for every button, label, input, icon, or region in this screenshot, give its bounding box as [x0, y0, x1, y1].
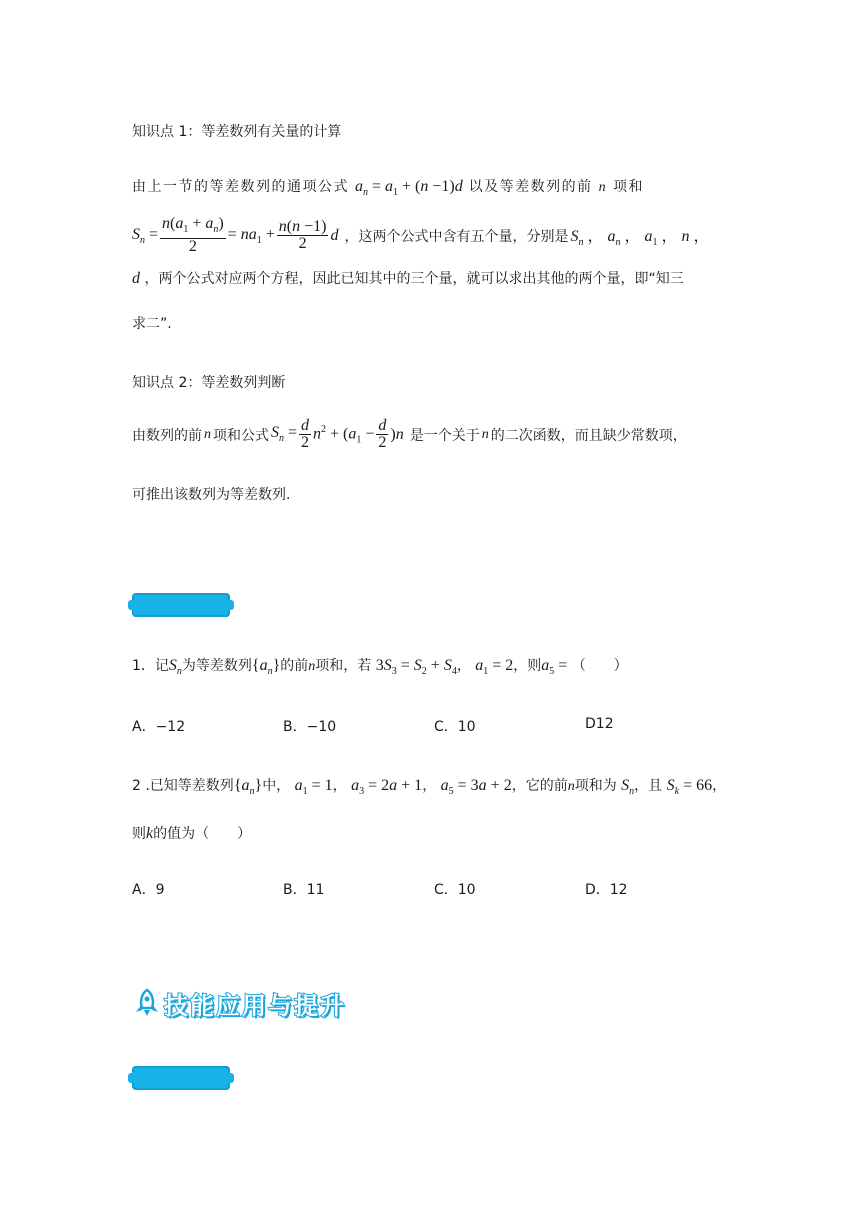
- rocket-icon: [130, 988, 164, 1018]
- question-2-stem-line2: 则k的值为（ ）: [132, 825, 252, 842]
- kp2-line1: 由数列的前 n 项和公式 $S_n$ = $\frac{d}{2}$ $n^2 + (a_1$ − $\frac{d}{2}$ )n 是一个关于 n 的二次函数，而且缺少常数项，: [132, 417, 687, 451]
- kp2-fraction-1: $\frac{d}{2}$: [301, 417, 310, 451]
- section-tag: [132, 1066, 230, 1090]
- question-1-option-b[interactable]: B．−10: [283, 719, 337, 735]
- kp1-line3: d ，两个公式对应两个方程，因此已知其中的三个量，就可以求出其他的两个量，即“知三: [132, 270, 684, 287]
- question-2-stem: 2 .已知等差数列$\{a_n\}$中， $a_1 = 1$， $a_3 = 2a + 1$， $a_5 = 3a + 2$，它的前n项和为 $S_n$，且 $S_k = 66$，: [132, 777, 727, 798]
- question-2-option-d[interactable]: D．12: [585, 882, 628, 898]
- kp2-fraction-2: $\frac{d}{2}$: [378, 417, 387, 451]
- kp1-title: 知识点 1：等差数列有关量的计算: [132, 124, 342, 140]
- question-1-option-c[interactable]: C．10: [434, 719, 476, 735]
- kp1-line1: 由上一节的等差数列的通项公式 $a_n = a_1 + (n -1)d$ 以及等差数列的前 n 项和: [132, 178, 645, 199]
- question-1-option-a[interactable]: A．−12: [132, 719, 186, 735]
- kp1-line4: 求二”.: [132, 316, 172, 332]
- question-2-option-a[interactable]: A．9: [132, 882, 165, 898]
- kp2-line2: 可推出该数列为等差数列.: [132, 487, 291, 503]
- kp1-line2: $S_n$ = $\frac{n(a_1 + a_n)}{2}$ = $na_1$ + $\frac{n(n -1)}{2}$ d ，这两个公式中含有五个量，分别是 $S_n$ ， $a_n$ ， $a_1$ ， n ，: [132, 215, 710, 256]
- skills-banner: [130, 988, 346, 1018]
- question-1-stem: 1．记$S_n$为等差数列$\{a_n\}$的前n项和，若 $3S_3 = S_2 + S_4$， $a_1 = 2$，则$a_5$ = （ ）: [132, 657, 628, 678]
- question-1-option-d[interactable]: D12: [585, 716, 614, 732]
- question-2-option-c[interactable]: C．10: [434, 882, 476, 898]
- question-2-option-b[interactable]: B．11: [283, 882, 325, 898]
- sum-formula-fraction-2: $\frac{n(n -1)}{2}$: [278, 218, 327, 253]
- banner-title: 技能应用与提升: [164, 991, 346, 1020]
- kp2-title: 知识点 2：等差数列判断: [132, 375, 286, 391]
- section-tag: [132, 593, 230, 617]
- sum-formula-fraction-1: $\frac{n(a_1 + a_n)}{2}$: [162, 215, 224, 256]
